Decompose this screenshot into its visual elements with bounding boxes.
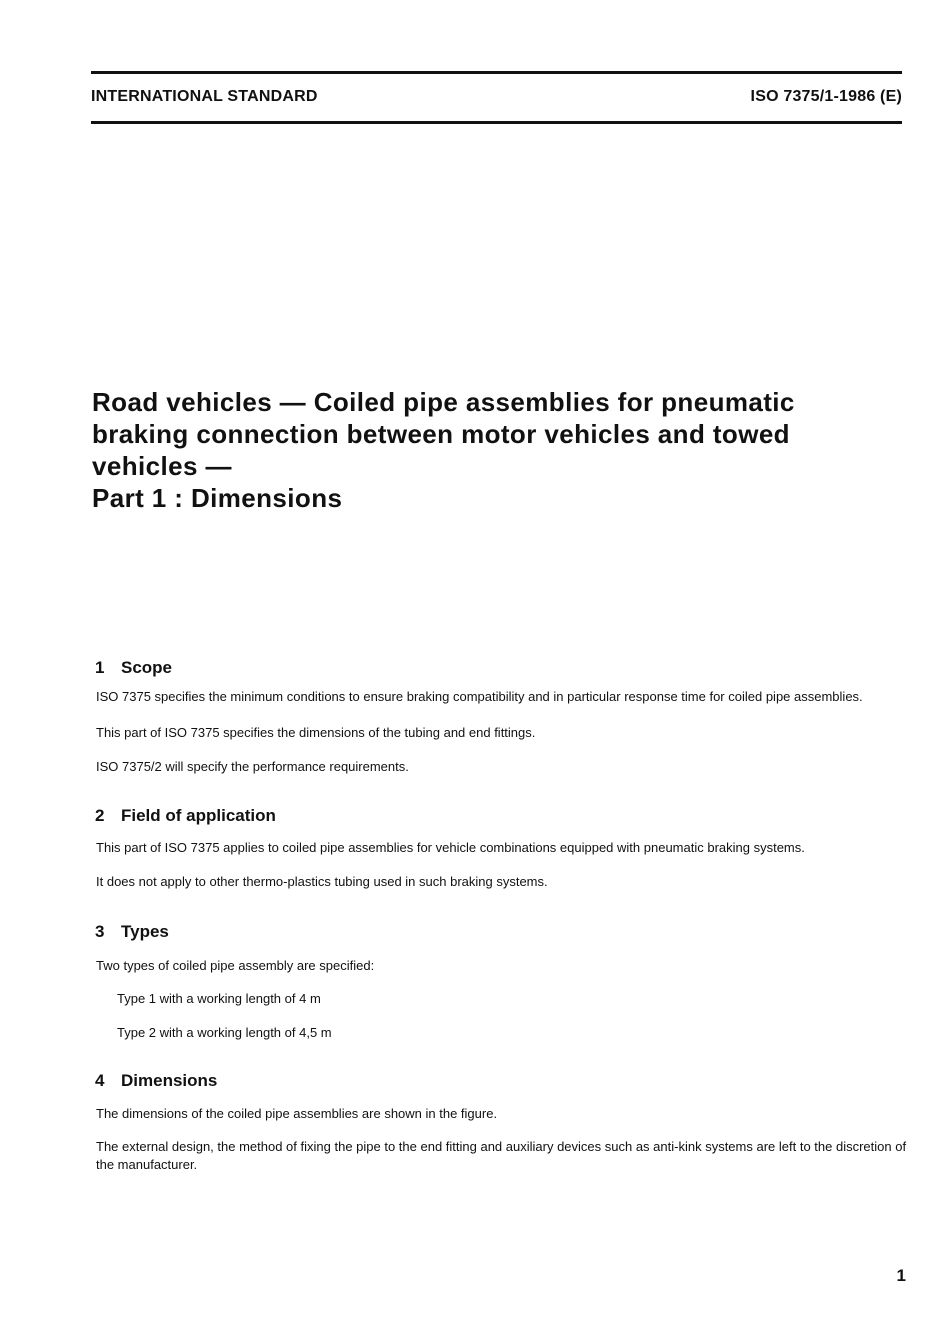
page-number: 1 — [896, 1266, 906, 1285]
section-number: 1 — [95, 658, 105, 677]
title-line: braking connection between motor vehicles and towed — [92, 419, 790, 449]
title-line: Road vehicles — Coiled pipe assemblies for pneumatic — [92, 387, 795, 417]
standard-number: ISO 7375/1-1986 (E) — [750, 88, 902, 105]
section-heading-types — [95, 922, 169, 942]
title-part-line: Part 1 : Dimensions — [92, 483, 343, 513]
header-top-rule — [91, 71, 902, 74]
section-title: Dimensions — [121, 1071, 218, 1090]
section-number: 4 — [95, 1071, 105, 1090]
section-heading-scope — [95, 658, 172, 678]
list-item: Type 1 with a working length of 4 m — [117, 991, 321, 1006]
section-number: 2 — [95, 806, 105, 825]
paragraph: ISO 7375/2 will specify the performance requirements. — [96, 759, 409, 774]
header-bottom-rule — [91, 121, 902, 124]
section-number: 3 — [95, 922, 105, 941]
paragraph: ISO 7375 specifies the minimum conditions to ensure braking compatibility and in particular response time for coiled pipe assemblies. — [96, 689, 863, 704]
paragraph: This part of ISO 7375 specifies the dimensions of the tubing and end fittings. — [96, 725, 536, 740]
document-type-label: INTERNATIONAL STANDARD — [91, 88, 318, 105]
paragraph: Two types of coiled pipe assembly are specified: — [96, 958, 375, 973]
section-title: Types — [121, 922, 169, 941]
title-line: vehicles — — [92, 451, 232, 481]
section-heading-field-of-application — [95, 806, 276, 826]
section-title: Field of application — [121, 806, 276, 825]
document-title — [92, 386, 882, 514]
section-heading-dimensions — [95, 1071, 217, 1091]
paragraph: The external design, the method of fixing the pipe to the end fitting and auxiliary devices such as anti-kink systems are left to the discretion of the manufacturer. — [96, 1139, 907, 1172]
paragraph: The dimensions of the coiled pipe assemblies are shown in the figure. — [96, 1106, 498, 1121]
paragraph: It does not apply to other thermo-plastics tubing used in such braking systems. — [96, 874, 548, 889]
paragraph: This part of ISO 7375 applies to coiled pipe assemblies for vehicle combinations equipped with pneumatic braking systems. — [96, 840, 805, 855]
list-item: Type 2 with a working length of 4,5 m — [117, 1025, 332, 1040]
section-title: Scope — [121, 658, 173, 677]
